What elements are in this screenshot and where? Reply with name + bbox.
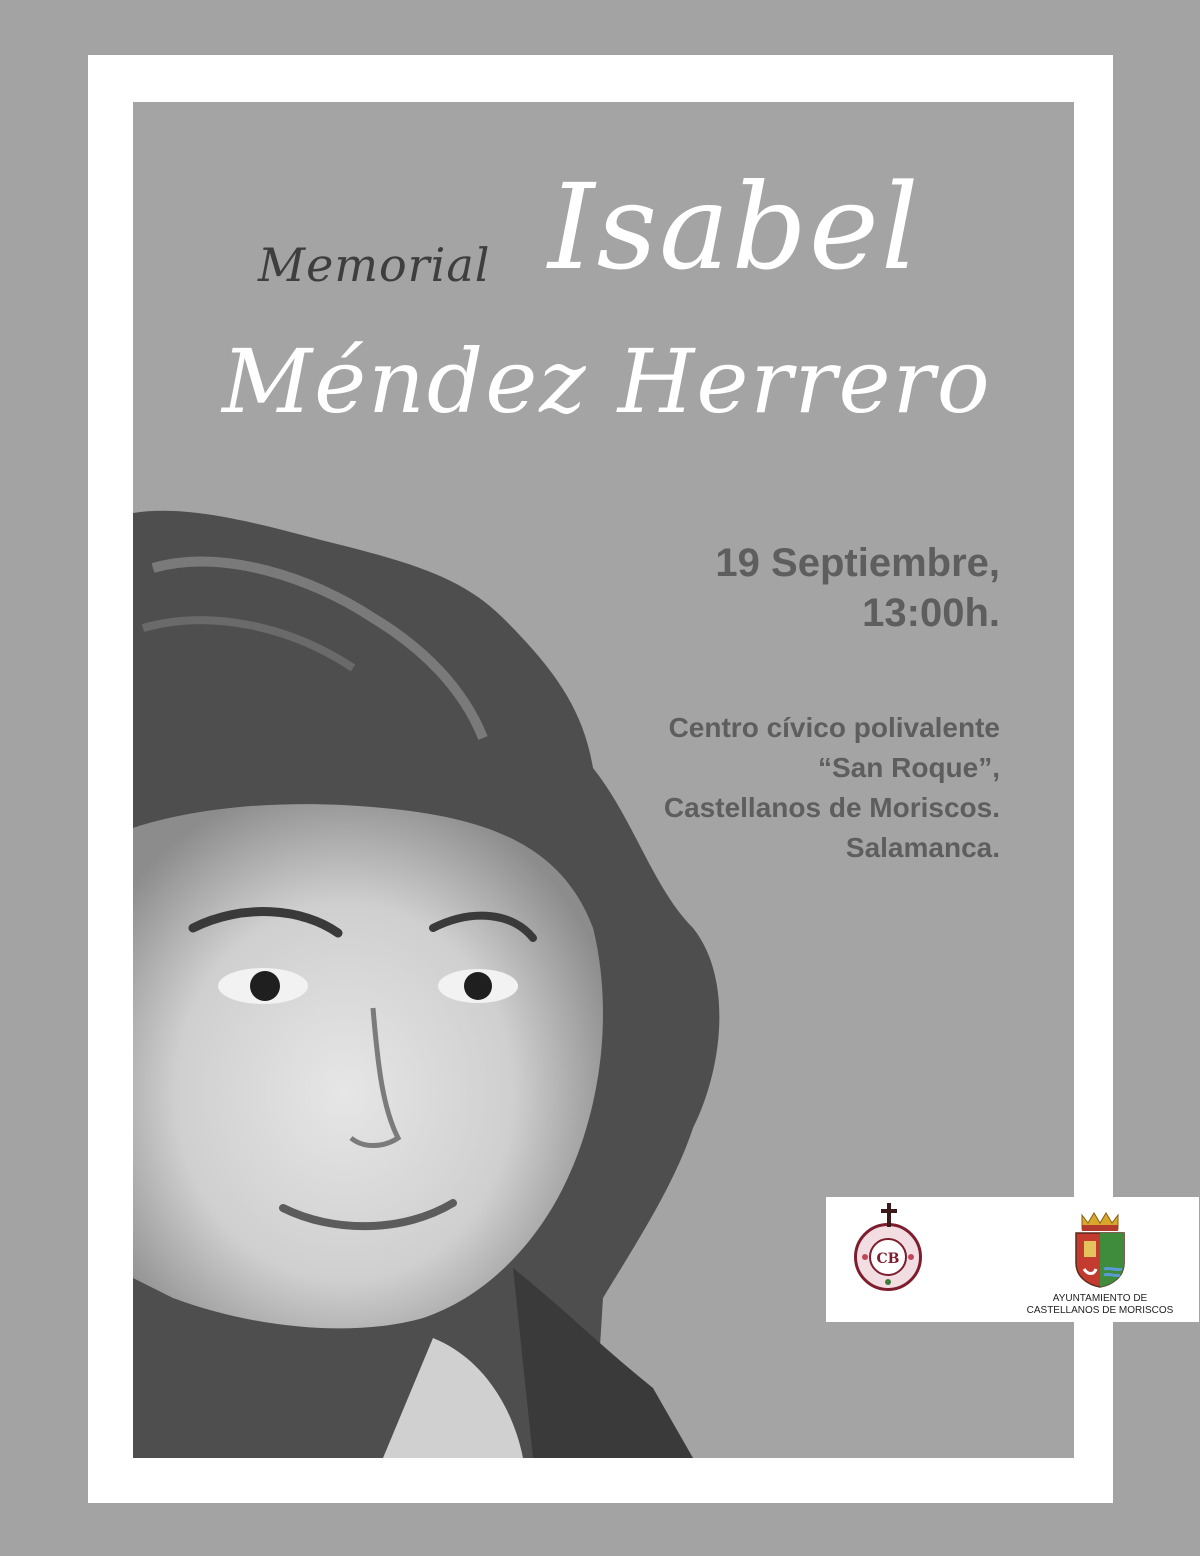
portrait-image (133, 508, 773, 1458)
event-time: 13:00h. (862, 591, 1000, 635)
venue-line: Centro cívico polivalente (668, 712, 1000, 743)
venue-line: Castellanos de Moriscos. (663, 792, 1000, 823)
venue-line: “San Roque”, (817, 752, 1000, 783)
association-seal-logo (854, 1223, 922, 1291)
cross-icon (878, 1203, 900, 1227)
event-venue (664, 708, 1000, 868)
event-date: 19 Septiembre, (715, 541, 1000, 585)
council-name-line: AYUNTAMIENTO DE (1052, 1293, 1148, 1304)
council-name-line: CASTELLANOS DE MORISCOS (1026, 1305, 1174, 1316)
council-crest-logo (1070, 1209, 1130, 1289)
first-name-title: Isabel (548, 158, 921, 296)
sponsor-logos-box (826, 1197, 1199, 1322)
surname-title: Méndez Herrero (222, 330, 992, 433)
memorial-label: Memorial (258, 238, 491, 292)
venue-line: Salamanca. (845, 832, 1000, 863)
svg-text:CB: CB (876, 1251, 900, 1267)
council-name (1002, 1293, 1198, 1317)
event-datetime (715, 538, 1000, 638)
